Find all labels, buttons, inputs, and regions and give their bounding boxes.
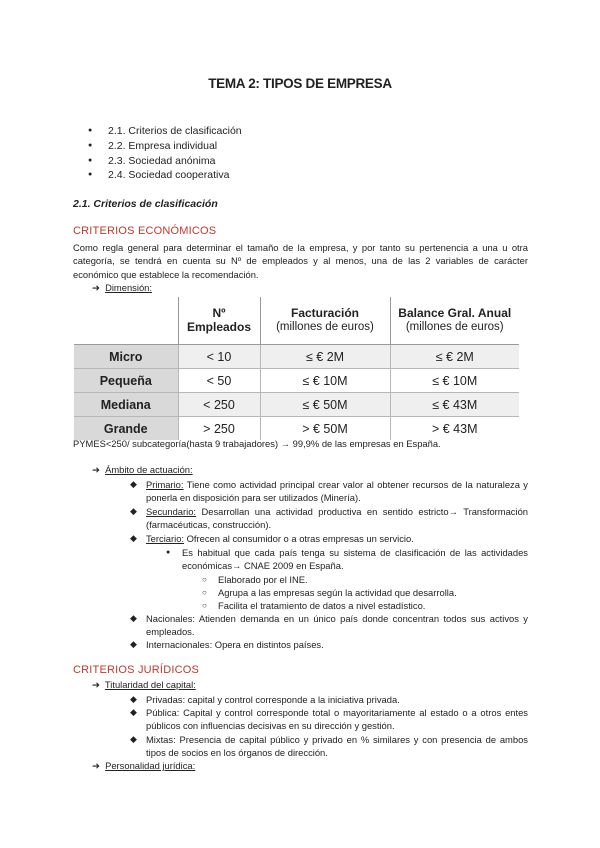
header-sublabel: (millones de euros) xyxy=(276,321,374,333)
arrow-icon: ➔ xyxy=(92,679,100,690)
row-label: Grande xyxy=(74,417,178,441)
criterios-economicos-heading: CRITERIOS ECONÓMICOS xyxy=(73,225,217,237)
page-title: TEMA 2: TIPOS DE EMPRESA xyxy=(208,76,392,91)
table-cell: < 250 xyxy=(178,393,260,417)
table-cell: ≤ € 10M xyxy=(260,369,390,393)
arrow-icon: ➔ xyxy=(92,760,100,771)
personalidad-label: Personalidad jurídica: xyxy=(105,760,196,771)
dimension-label: Dimensión: xyxy=(105,282,152,293)
size-table xyxy=(74,297,519,440)
row-label: Pequeña xyxy=(74,369,178,393)
primario-item xyxy=(146,478,528,504)
titularidad-label: Titularidad del capital: xyxy=(104,679,196,690)
privadas-item: ◆ Privadas: capital y control corresponde a la iniciativa privada. xyxy=(146,693,528,706)
cnae-subitem: ○ Agrupa a las empresas según la actividad que desarrolla. xyxy=(218,586,528,599)
pymes-note: PYMES<250/ subcategoría(hasta 9 trabajadores) → 99,9% de las empresas en España. xyxy=(73,438,441,449)
table-cell: > 250 xyxy=(178,417,260,441)
table-cell: ≤ € 2M xyxy=(260,345,390,369)
personalidad-item xyxy=(92,760,195,772)
criterios-juridicos-heading: CRITERIOS JURÍDICOS xyxy=(73,664,200,676)
section-heading: 2.1. Criterios de clasificación xyxy=(73,198,218,210)
table-cell: ≤ € 50M xyxy=(260,393,390,417)
table-cell: ≤ € 10M xyxy=(390,369,519,393)
table-cell: > € 43M xyxy=(390,417,519,441)
terciario-text: Ofrecen al consumidor o a otras empresas un servicio. xyxy=(184,533,414,544)
toc-item: ● 2.4. Sociedad cooperativa xyxy=(88,168,242,183)
toc-item: ● 2.3. Sociedad anónima xyxy=(88,154,242,169)
nacionales-item: ◆ Nacionales: Atienden demanda en un único país donde concentran todos sus activos y empleados. xyxy=(146,612,528,638)
table-row xyxy=(74,369,519,393)
cnae-subitem: ○ Elaborado por el INE. xyxy=(218,573,528,586)
table-cell: > € 50M xyxy=(260,417,390,441)
cnae-item: ● Es habitual que cada país tenga su sistema de clasificación de las actividades económicas→ CNAE 2009 en España. xyxy=(182,546,528,572)
terciario-label: Terciario: xyxy=(146,533,185,544)
table-cell: < 50 xyxy=(178,369,260,393)
table-header-cell xyxy=(260,297,390,345)
table-cell: ≤ € 43M xyxy=(390,393,519,417)
row-label: Mediana xyxy=(74,393,178,417)
table-header-row xyxy=(74,297,519,345)
mixtas-item: ◆ Mixtas: Presencia de capital público y privado en % similares y con presencia de ambos tipos de socios en los órganos de dirección. xyxy=(146,733,528,759)
toc-item: ● 2.1. Criterios de clasificación xyxy=(88,124,242,139)
table-row xyxy=(74,345,519,369)
dimension-item xyxy=(92,282,152,294)
header-sublabel: (millones de euros) xyxy=(405,321,504,333)
cnae-subitem: ○ Facilita el tratamiento de datos a nivel estadístico. xyxy=(218,599,528,612)
ambito-item xyxy=(92,464,193,476)
table-header-cell xyxy=(74,297,178,345)
titularidad-item xyxy=(92,679,196,691)
table-cell: < 10 xyxy=(178,345,260,369)
arrow-icon: ➔ xyxy=(92,464,100,475)
row-label: Micro xyxy=(74,345,178,369)
header-label: Balance Gral. Anual xyxy=(398,305,512,320)
table-header-cell xyxy=(390,297,519,345)
ambito-label: Ámbito de actuación: xyxy=(105,464,193,475)
table-cell: ≤ € 2M xyxy=(390,345,519,369)
header-label: Facturación xyxy=(290,305,359,320)
terciario-item xyxy=(146,532,528,545)
table-header-cell: Nº Empleados xyxy=(178,297,260,345)
table-of-contents xyxy=(88,124,242,183)
primario-label: Primario: xyxy=(146,479,184,490)
primario-text: Tiene como actividad principal crear valor al obtener recursos de la naturaleza y ponerla en disposición para ser utilizados (Minería). xyxy=(146,479,528,503)
secundario-item xyxy=(146,505,528,531)
table-row xyxy=(74,393,519,417)
publica-item: ◆ Pública: Capital y control corresponde total o mayoritariamente al estado o a otros entes públicos con influencias decisivas en su dirección y gestión. xyxy=(146,706,528,732)
secundario-text: Desarrollan una actividad productiva en sentido estricto→ Transformación (farmacéuticas, construcción). xyxy=(146,506,528,530)
secundario-label: Secundario: xyxy=(146,506,197,517)
toc-item: ● 2.2. Empresa individual xyxy=(88,139,242,154)
internacionales-item: ◆ Internacionales: Opera en distintos países. xyxy=(146,638,528,651)
arrow-icon: ➔ xyxy=(92,282,100,293)
intro-paragraph: Como regla general para determinar el tamaño de la empresa, y por tanto su pertenencia a una u otra categoría, se tendrá en cuenta su Nº de empleados y al menos, una de las 2 variables de carácter económico que establece la recomendación. xyxy=(73,242,528,280)
